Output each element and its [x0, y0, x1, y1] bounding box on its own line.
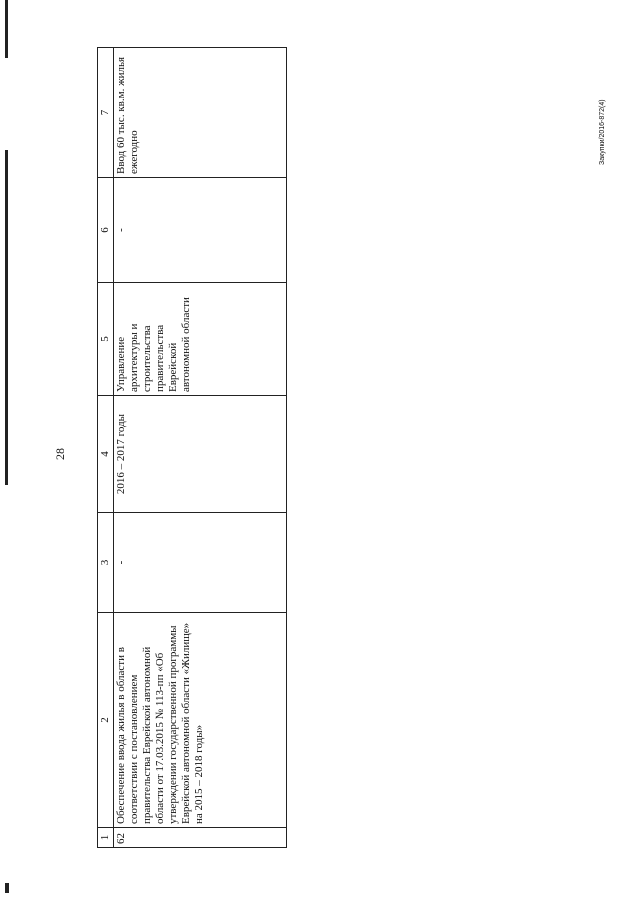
header-cell-6: 6 — [98, 178, 114, 283]
header-cell-7: 7 — [98, 48, 114, 178]
column-6-cell: - — [114, 178, 287, 283]
table-row — [114, 48, 287, 848]
scan-edge-bar-top — [5, 0, 8, 58]
page-number: 28 — [53, 448, 67, 460]
header-cell-3: 3 — [98, 513, 114, 613]
column-3-cell: - — [114, 513, 287, 613]
rotated-table-container — [97, 48, 287, 848]
program-table — [97, 47, 287, 848]
header-cell-1: 1 — [98, 828, 114, 848]
row-number-cell: 62 — [114, 828, 287, 848]
period-cell: 2016 – 2017 годы — [114, 396, 287, 513]
header-cell-5: 5 — [98, 283, 114, 396]
header-cell-2: 2 — [98, 613, 114, 828]
measure-description-cell: Обеспечение ввода жилья в области в соответствии с постановлением правительства Еврейской автономной области от 17.03.2015 № 113-пп «Об утверждении государственной программы Еврейской автономной области «Жилище» на 2015 – 2018 годы» — [114, 613, 287, 828]
header-cell-4: 4 — [98, 396, 114, 513]
table-header-row — [98, 48, 114, 848]
scan-edge-bar — [5, 150, 8, 485]
document-reference: Закупки/2016-872(4) — [599, 99, 606, 165]
scan-edge-mark — [5, 883, 9, 893]
result-cell: Ввод 60 тыс. кв.м. жилья ежегодно — [114, 48, 287, 178]
executor-cell: Управление архитектуры и строительства правительства Еврейской автономной области — [114, 283, 287, 396]
